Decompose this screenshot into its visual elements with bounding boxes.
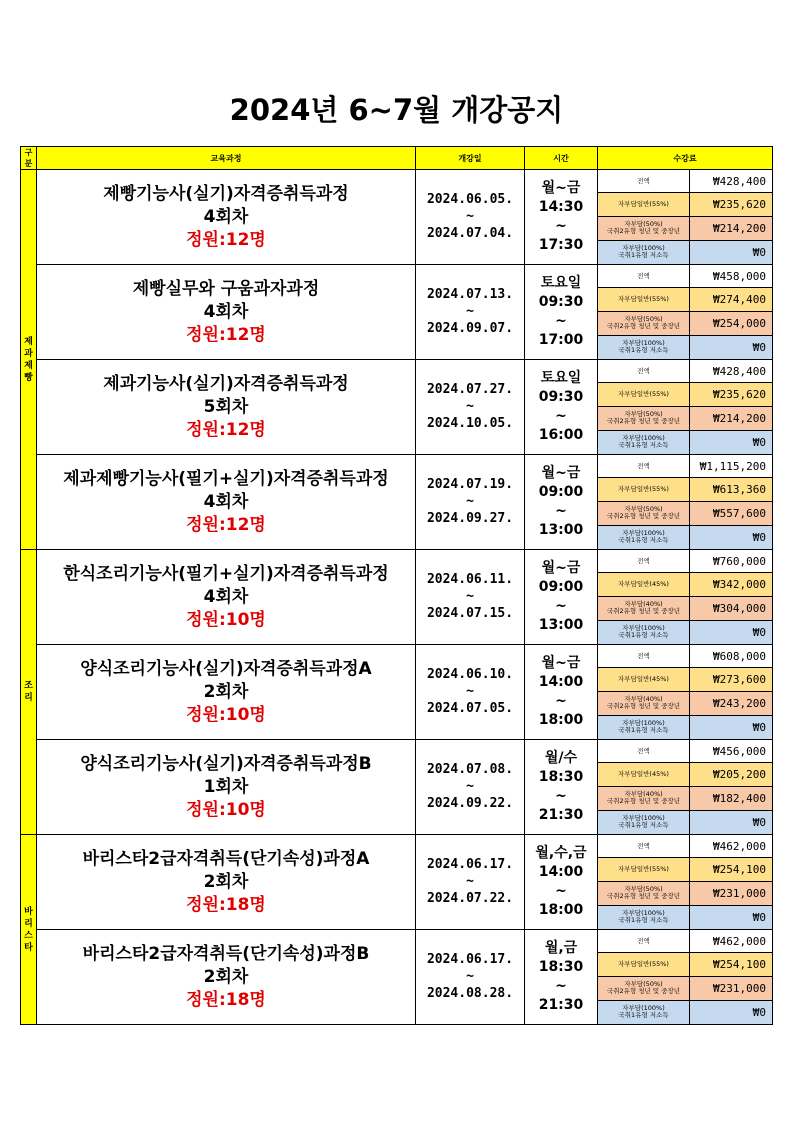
course-cell [37, 740, 416, 835]
end-date: 2024.09.22. [426, 796, 514, 811]
fee-value: ₩0 [690, 811, 772, 834]
course-row [21, 645, 773, 740]
time-separator: ~ [555, 408, 567, 424]
time-start: 18:30 [538, 769, 584, 785]
fee-label: 자부담(50%) 국취2유형 청년 및 중장년 [598, 502, 690, 526]
time-start: 09:30 [538, 294, 584, 310]
course-row [21, 360, 773, 455]
course-cell [37, 835, 416, 930]
fee-cell [598, 455, 773, 550]
end-date: 2024.09.07. [426, 321, 514, 336]
fee-value: ₩613,360 [690, 478, 772, 501]
fee-label: 전액 [598, 645, 690, 668]
time-end: 18:00 [538, 902, 584, 918]
header-fee: 수강료 [598, 147, 773, 170]
dates-cell [416, 645, 525, 740]
time-end: 13:00 [538, 522, 584, 538]
fee-label: 자부담일반(55%) [598, 383, 690, 406]
fee-value: ₩254,000 [690, 312, 772, 336]
time-separator: ~ [555, 598, 567, 614]
fee-value: ₩304,000 [690, 597, 772, 621]
fee-label: 자부담(40%) 국취2유형 청년 및 중장년 [598, 597, 690, 621]
course-row [21, 550, 773, 645]
time-cell [525, 930, 598, 1025]
fee-value: ₩214,200 [690, 217, 772, 241]
fee-value: ₩456,000 [690, 740, 772, 763]
fee-label: 자부담(40%) 국취2유형 청년 및 중장년 [598, 692, 690, 716]
class-days: 월,금 [544, 940, 578, 956]
class-days: 월/수 [544, 750, 578, 766]
fee-label: 전액 [598, 740, 690, 763]
course-session: 2회차 [203, 871, 249, 892]
time-end: 21:30 [538, 997, 584, 1013]
course-cell [37, 360, 416, 455]
fee-value: ₩428,400 [690, 170, 772, 193]
fee-value: ₩0 [690, 241, 772, 264]
fee-value: ₩243,200 [690, 692, 772, 716]
fee-label: 자부담일반(45%) [598, 668, 690, 691]
fee-value: ₩205,200 [690, 763, 772, 786]
start-date: 2024.06.10. [426, 667, 514, 682]
fee-label: 자부담(40%) 국취2유형 청년 및 중장년 [598, 787, 690, 811]
header-row [21, 147, 773, 170]
fee-label: 자부담(100%) 국취1유형 저소득 [598, 621, 690, 644]
time-separator: ~ [555, 978, 567, 994]
time-start: 09:00 [538, 579, 584, 595]
fee-value: ₩342,000 [690, 573, 772, 596]
course-capacity: 정원:18명 [186, 989, 266, 1010]
course-capacity: 정원:12명 [186, 229, 266, 250]
date-separator: ~ [466, 874, 474, 889]
fee-label: 자부담(100%) 국취1유형 저소득 [598, 431, 690, 454]
date-separator: ~ [466, 779, 474, 794]
dates-cell [416, 455, 525, 550]
course-row [21, 265, 773, 360]
time-end: 21:30 [538, 807, 584, 823]
time-cell [525, 170, 598, 265]
category-char: 빵 [24, 372, 33, 383]
end-date: 2024.08.28. [426, 986, 514, 1001]
end-date: 2024.09.27. [426, 511, 514, 526]
fee-value: ₩0 [690, 1001, 772, 1024]
schedule-table [20, 146, 773, 1025]
class-days: 월~금 [541, 465, 581, 481]
class-days: 월,수,금 [535, 845, 587, 861]
dates-cell [416, 550, 525, 645]
category-char: 제 [24, 336, 33, 347]
course-session: 5회차 [203, 396, 249, 417]
fee-label: 자부담(50%) 국취2유형 청년 및 중장년 [598, 882, 690, 906]
start-date: 2024.06.17. [426, 952, 514, 967]
course-capacity: 정원:12명 [186, 419, 266, 440]
time-start: 09:30 [538, 389, 584, 405]
date-separator: ~ [466, 494, 474, 509]
course-name: 양식조리기능사(실기)자격증취득과정A [80, 658, 372, 679]
course-row [21, 455, 773, 550]
fee-label: 자부담일반(55%) [598, 858, 690, 881]
course-session: 2회차 [203, 966, 249, 987]
course-capacity: 정원:18명 [186, 894, 266, 915]
date-separator: ~ [466, 304, 474, 319]
dates-cell [416, 930, 525, 1025]
end-date: 2024.07.05. [426, 701, 514, 716]
time-start: 14:30 [538, 199, 584, 215]
course-name: 바리스타2급자격취득(단기속성)과정A [82, 848, 370, 869]
category-cell [21, 550, 37, 835]
time-cell [525, 550, 598, 645]
time-start: 18:30 [538, 959, 584, 975]
fee-label: 자부담(50%) 국취2유형 청년 및 중장년 [598, 977, 690, 1001]
class-days: 월~금 [541, 180, 581, 196]
course-row [21, 930, 773, 1025]
course-capacity: 정원:12명 [186, 514, 266, 535]
course-capacity: 정원:10명 [186, 799, 266, 820]
fee-label: 자부담(50%) 국취2유형 청년 및 중장년 [598, 217, 690, 241]
course-cell [37, 550, 416, 645]
header-start: 개강일 [416, 147, 525, 170]
time-separator: ~ [555, 788, 567, 804]
course-name: 제빵실무와 구움과자과정 [132, 278, 320, 299]
page-title: 2024년 6~7월 개강공지 [229, 93, 564, 127]
fee-value: ₩458,000 [690, 265, 772, 288]
date-separator: ~ [466, 589, 474, 604]
category-char: 리 [24, 918, 33, 929]
course-session: 4회차 [203, 206, 249, 227]
course-name: 제빵기능사(실기)자격증취득과정 [103, 183, 349, 204]
course-capacity: 정원:10명 [186, 704, 266, 725]
fee-label: 전액 [598, 455, 690, 478]
class-days: 토요일 [540, 275, 582, 291]
course-row [21, 835, 773, 930]
fee-cell [598, 550, 773, 645]
fee-value: ₩0 [690, 526, 772, 549]
category-char: 제 [24, 360, 33, 371]
fee-value: ₩462,000 [690, 835, 772, 858]
end-date: 2024.07.04. [426, 226, 514, 241]
fee-value: ₩0 [690, 431, 772, 454]
category-char: 바 [24, 906, 33, 917]
course-session: 1회차 [203, 776, 249, 797]
fee-label: 전액 [598, 265, 690, 288]
dates-cell [416, 265, 525, 360]
category-char: 타 [24, 942, 33, 953]
fee-label: 전액 [598, 930, 690, 953]
fee-label: 전액 [598, 550, 690, 573]
time-separator: ~ [555, 503, 567, 519]
fee-cell [598, 265, 773, 360]
time-cell [525, 835, 598, 930]
class-days: 월~금 [541, 560, 581, 576]
course-name: 제과기능사(실기)자격증취득과정 [103, 373, 349, 394]
end-date: 2024.07.22. [426, 891, 514, 906]
fee-value: ₩182,400 [690, 787, 772, 811]
course-capacity: 정원:10명 [186, 609, 266, 630]
fee-label: 전액 [598, 835, 690, 858]
time-end: 17:30 [538, 237, 584, 253]
fee-cell [598, 170, 773, 265]
start-date: 2024.06.05. [426, 192, 514, 207]
fee-value: ₩273,600 [690, 668, 772, 691]
fee-value: ₩0 [690, 906, 772, 929]
category-cell [21, 170, 37, 550]
fee-value: ₩235,620 [690, 383, 772, 406]
course-cell [37, 170, 416, 265]
header-course: 교육과정 [37, 147, 416, 170]
fee-value: ₩1,115,200 [690, 455, 772, 478]
dates-cell [416, 740, 525, 835]
time-end: 18:00 [538, 712, 584, 728]
fee-label: 자부담(100%) 국취1유형 저소득 [598, 526, 690, 549]
course-session: 4회차 [203, 301, 249, 322]
end-date: 2024.10.05. [426, 416, 514, 431]
fee-value: ₩231,000 [690, 977, 772, 1001]
fee-value: ₩0 [690, 336, 772, 359]
course-name: 바리스타2급자격취득(단기속성)과정B [82, 943, 370, 964]
fee-cell [598, 645, 773, 740]
start-date: 2024.07.08. [426, 762, 514, 777]
fee-value: ₩214,200 [690, 407, 772, 431]
fee-label: 자부담일반(45%) [598, 763, 690, 786]
date-separator: ~ [466, 209, 474, 224]
fee-label: 자부담(100%) 국취1유형 저소득 [598, 906, 690, 929]
start-date: 2024.06.11. [426, 572, 514, 587]
course-row [21, 740, 773, 835]
start-date: 2024.07.13. [426, 287, 514, 302]
time-start: 14:00 [538, 674, 584, 690]
fee-label: 자부담(100%) 국취1유형 저소득 [598, 241, 690, 264]
fee-label: 전액 [598, 170, 690, 193]
category-char: 과 [24, 348, 33, 359]
category-char: 스 [24, 930, 33, 941]
course-name: 양식조리기능사(실기)자격증취득과정B [80, 753, 372, 774]
dates-cell [416, 835, 525, 930]
fee-value: ₩760,000 [690, 550, 772, 573]
time-start: 14:00 [538, 864, 584, 880]
fee-value: ₩254,100 [690, 858, 772, 881]
course-cell [37, 645, 416, 740]
time-cell [525, 360, 598, 455]
fee-value: ₩0 [690, 621, 772, 644]
time-end: 16:00 [538, 427, 584, 443]
course-session: 4회차 [203, 586, 249, 607]
time-separator: ~ [555, 693, 567, 709]
fee-value: ₩608,000 [690, 645, 772, 668]
fee-label: 자부담일반(55%) [598, 193, 690, 216]
end-date: 2024.07.15. [426, 606, 514, 621]
dates-cell [416, 360, 525, 455]
time-end: 13:00 [538, 617, 584, 633]
category-char: 리 [24, 693, 33, 703]
fee-value: ₩428,400 [690, 360, 772, 383]
category-char: 조 [24, 681, 33, 691]
course-cell [37, 455, 416, 550]
course-session: 2회차 [203, 681, 249, 702]
fee-label: 자부담(100%) 국취1유형 저소득 [598, 1001, 690, 1024]
class-days: 월~금 [541, 655, 581, 671]
fee-label: 자부담일반(55%) [598, 953, 690, 976]
course-cell [37, 930, 416, 1025]
fee-value: ₩557,600 [690, 502, 772, 526]
fee-label: 자부담(100%) 국취1유형 저소득 [598, 811, 690, 834]
date-separator: ~ [466, 969, 474, 984]
fee-cell [598, 930, 773, 1025]
fee-label: 자부담일반(45%) [598, 573, 690, 596]
time-cell [525, 455, 598, 550]
fee-cell [598, 835, 773, 930]
time-separator: ~ [555, 218, 567, 234]
header-category: 구분 [21, 147, 37, 170]
course-name: 제과제빵기능사(필기+실기)자격증취득과정 [63, 468, 389, 489]
course-name: 한식조리기능사(필기+실기)자격증취득과정 [63, 563, 389, 584]
fee-label: 전액 [598, 360, 690, 383]
course-row [21, 170, 773, 265]
time-separator: ~ [555, 313, 567, 329]
date-separator: ~ [466, 399, 474, 414]
class-days: 토요일 [540, 370, 582, 386]
fee-value: ₩254,100 [690, 953, 772, 976]
time-separator: ~ [555, 883, 567, 899]
time-cell [525, 645, 598, 740]
fee-value: ₩235,620 [690, 193, 772, 216]
fee-value: ₩231,000 [690, 882, 772, 906]
date-separator: ~ [466, 684, 474, 699]
time-cell [525, 740, 598, 835]
fee-value: ₩0 [690, 716, 772, 739]
start-date: 2024.07.27. [426, 382, 514, 397]
fee-label: 자부담(50%) 국취2유형 청년 및 중장년 [598, 312, 690, 336]
course-cell [37, 265, 416, 360]
category-cell [21, 835, 37, 1025]
header-time: 시간 [525, 147, 598, 170]
course-session: 4회차 [203, 491, 249, 512]
fee-cell [598, 740, 773, 835]
fee-label: 자부담일반(55%) [598, 288, 690, 311]
course-capacity: 정원:12명 [186, 324, 266, 345]
fee-label: 자부담(100%) 국취1유형 저소득 [598, 336, 690, 359]
start-date: 2024.07.19. [426, 477, 514, 492]
fee-cell [598, 360, 773, 455]
fee-label: 자부담일반(55%) [598, 478, 690, 501]
fee-label: 자부담(100%) 국취1유형 저소득 [598, 716, 690, 739]
time-start: 09:00 [538, 484, 584, 500]
start-date: 2024.06.17. [426, 857, 514, 872]
fee-value: ₩462,000 [690, 930, 772, 953]
dates-cell [416, 170, 525, 265]
time-end: 17:00 [538, 332, 584, 348]
fee-value: ₩274,400 [690, 288, 772, 311]
time-cell [525, 265, 598, 360]
fee-label: 자부담(50%) 국취2유형 청년 및 중장년 [598, 407, 690, 431]
